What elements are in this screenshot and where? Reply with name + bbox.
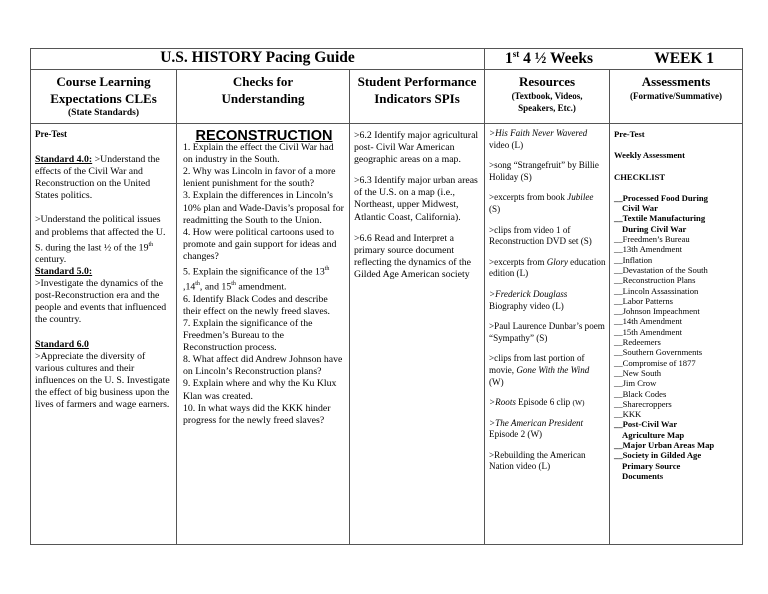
assessments-cell xyxy=(610,124,743,545)
checklist-item: __Reconstruction Plans xyxy=(614,275,696,286)
assessment-weekly: Weekly Assessment xyxy=(614,150,685,161)
check-question: 5. Explain the significance of the 13th ,14th, and 15th amendment. xyxy=(183,266,330,293)
checklist-item: __Society in Gilded Age Primary Source Documents xyxy=(614,450,702,481)
checklist-item: __13th Amendment xyxy=(614,244,683,255)
standard-4: Standard 4.0: >Understand the effects of the Civil War and Reconstruction on the United States politics. xyxy=(35,154,160,202)
resource-item: >Roots Episode 6 clip (W) xyxy=(489,397,585,408)
checklist-item: __Compromise of 1877 xyxy=(614,357,696,368)
resource-item: >His Faith Never Wavered video (L) xyxy=(489,128,588,150)
check-question: 8. What affect did Andrew Johnson have on Lincoln’s Reconstruction plans? xyxy=(183,354,343,378)
standard-6-text: >Appreciate the diversity of various cultures and their influences on the U. S. Investigate the effect of big business upon the lives of farmers and wage earners. xyxy=(35,350,170,411)
header-checks: Checks for Understanding xyxy=(177,70,350,124)
checklist-item: __Johnson Impeachment xyxy=(614,306,700,317)
resource-item: >clips from last portion of movie, Gone With the Wind (W) xyxy=(489,353,590,387)
checklist-item: __Labor Patterns xyxy=(614,295,673,306)
check-question: 3. Explain the differences in Lincoln’s 10% plan and Wade-Davis’s proposal for readmitting the South to the Union. xyxy=(183,190,344,226)
checklist-item: __Processed Food During Civil War xyxy=(614,192,708,214)
check-question: 10. In what ways did the KKK hinder progress for the newly freed slaves? xyxy=(183,402,331,426)
resource-item: >Paul Laurence Dunbar’s poem “Sympathy” (S) xyxy=(489,321,605,343)
checklist-item: __Post-Civil War Agriculture Map xyxy=(614,419,685,440)
checklist-item: __Sharecroppers xyxy=(614,398,672,409)
pretest-label: Pre-Test xyxy=(35,129,67,139)
checklist-item: __Textile Manufacturing During Civil War xyxy=(614,213,706,234)
standard-5-text: >Investigate the dynamics of the post-Reconstruction era and the people and events that influenced the country. xyxy=(35,278,167,326)
check-question: 9. Explain where and why the Ku Klux Klan was created. xyxy=(183,378,337,402)
checklist-item: __14th Amendment xyxy=(614,316,683,327)
resource-item: >Rebuilding the American Nation video (L) xyxy=(489,449,586,472)
reconstruction-heading: RECONSTRUCTION xyxy=(195,128,333,144)
spi-item: >6.6 Read and Interpret a primary source document reflecting the dynamics of the Gilded Age American society xyxy=(354,232,471,280)
resource-item: >excerpts from Glory education edition (L) xyxy=(489,256,606,279)
resource-item: >excerpts from book Jubilee (S) xyxy=(489,192,594,214)
period-cell xyxy=(485,49,743,70)
resource-item: >clips from video 1 of Reconstruction DVD set (S) xyxy=(489,224,592,247)
standard-5-label: Standard 5.0: xyxy=(35,266,93,278)
checklist-item: __Jim Crow xyxy=(614,378,657,389)
checklist-item: __Devastation of the South xyxy=(614,264,708,275)
week-label: WEEK 1 xyxy=(654,50,715,67)
assessment-pretest: Pre-Test xyxy=(614,129,645,139)
check-question: 4. How were political cartoons used to promote and gain support for ideas and changes? xyxy=(183,226,337,262)
checklist-item: __Inflation xyxy=(614,254,653,265)
resource-item: >The American President Episode 2 (W) xyxy=(489,417,584,440)
guide-title: U.S. HISTORY Pacing Guide xyxy=(31,49,485,70)
check-question: 2. Why was Lincoln in favor of a more lenient punishment for the south? xyxy=(183,166,336,190)
check-question: 7. Explain the significance of the Freedmen’s Bureau to the Reconstruction process. xyxy=(183,317,313,354)
assessment-checklist: CHECKLIST xyxy=(614,171,666,182)
checklist-item: __Southern Governments xyxy=(614,347,703,358)
standard-6-label: Standard 6.0 xyxy=(35,338,89,350)
resources-cell xyxy=(485,124,610,545)
spi-item: >6.3 Identify major urban areas of the U.S. on a map (i.e., Northeast, upper Midwest, Atlantic Coast, California). xyxy=(354,175,478,223)
checklist-item: __15th Amendment xyxy=(614,326,683,337)
header-resources: Resources (Textbook, Videos, Speakers, Etc.) xyxy=(485,70,610,124)
checklist-item: __Freedmen’s Bureau xyxy=(614,234,690,245)
resource-item: >Frederick Douglass Biography video (L) xyxy=(489,288,568,311)
content-row xyxy=(31,124,743,545)
resource-item: >song “Strangefruit” by Billie Holiday (S) xyxy=(489,160,599,182)
cles-cell xyxy=(31,124,177,545)
check-question: 6. Identify Black Codes and describe their effect on the newly freed slaves. xyxy=(183,293,330,317)
standard-4-political: >Understand the political issues and problems that affected the U. S. during the last ½ of the 19th century. xyxy=(35,214,166,266)
check-question: 1. Explain the effect the Civil War had on industry in the South. xyxy=(183,142,334,166)
checklist-item: __Lincoln Assassination xyxy=(614,285,699,296)
header-assessments: Assessments (Formative/Summative) xyxy=(610,70,743,124)
header-row xyxy=(31,70,743,124)
period-label: 1st 4 ½ Weeks xyxy=(505,49,594,68)
checklist xyxy=(614,193,739,481)
spis-cell xyxy=(350,124,485,545)
checks-cell xyxy=(177,124,350,545)
checklist-item: __Major Urban Areas Map xyxy=(614,440,715,451)
header-cles: Course Learning Expectations CLEs (State Standards) xyxy=(31,70,177,124)
title-row xyxy=(31,49,743,70)
header-spis: Student Performance Indicators SPIs xyxy=(350,70,485,124)
pacing-guide-table xyxy=(30,48,743,545)
spi-item: >6.2 Identify major agricultural post- Civil War American geographic areas on a map. xyxy=(354,130,479,166)
checklist-item: __KKK xyxy=(614,409,642,420)
checklist-item: __Black Codes xyxy=(614,388,667,399)
checklist-item: __Redeemers xyxy=(614,337,661,348)
checklist-item: __New South xyxy=(614,367,662,378)
